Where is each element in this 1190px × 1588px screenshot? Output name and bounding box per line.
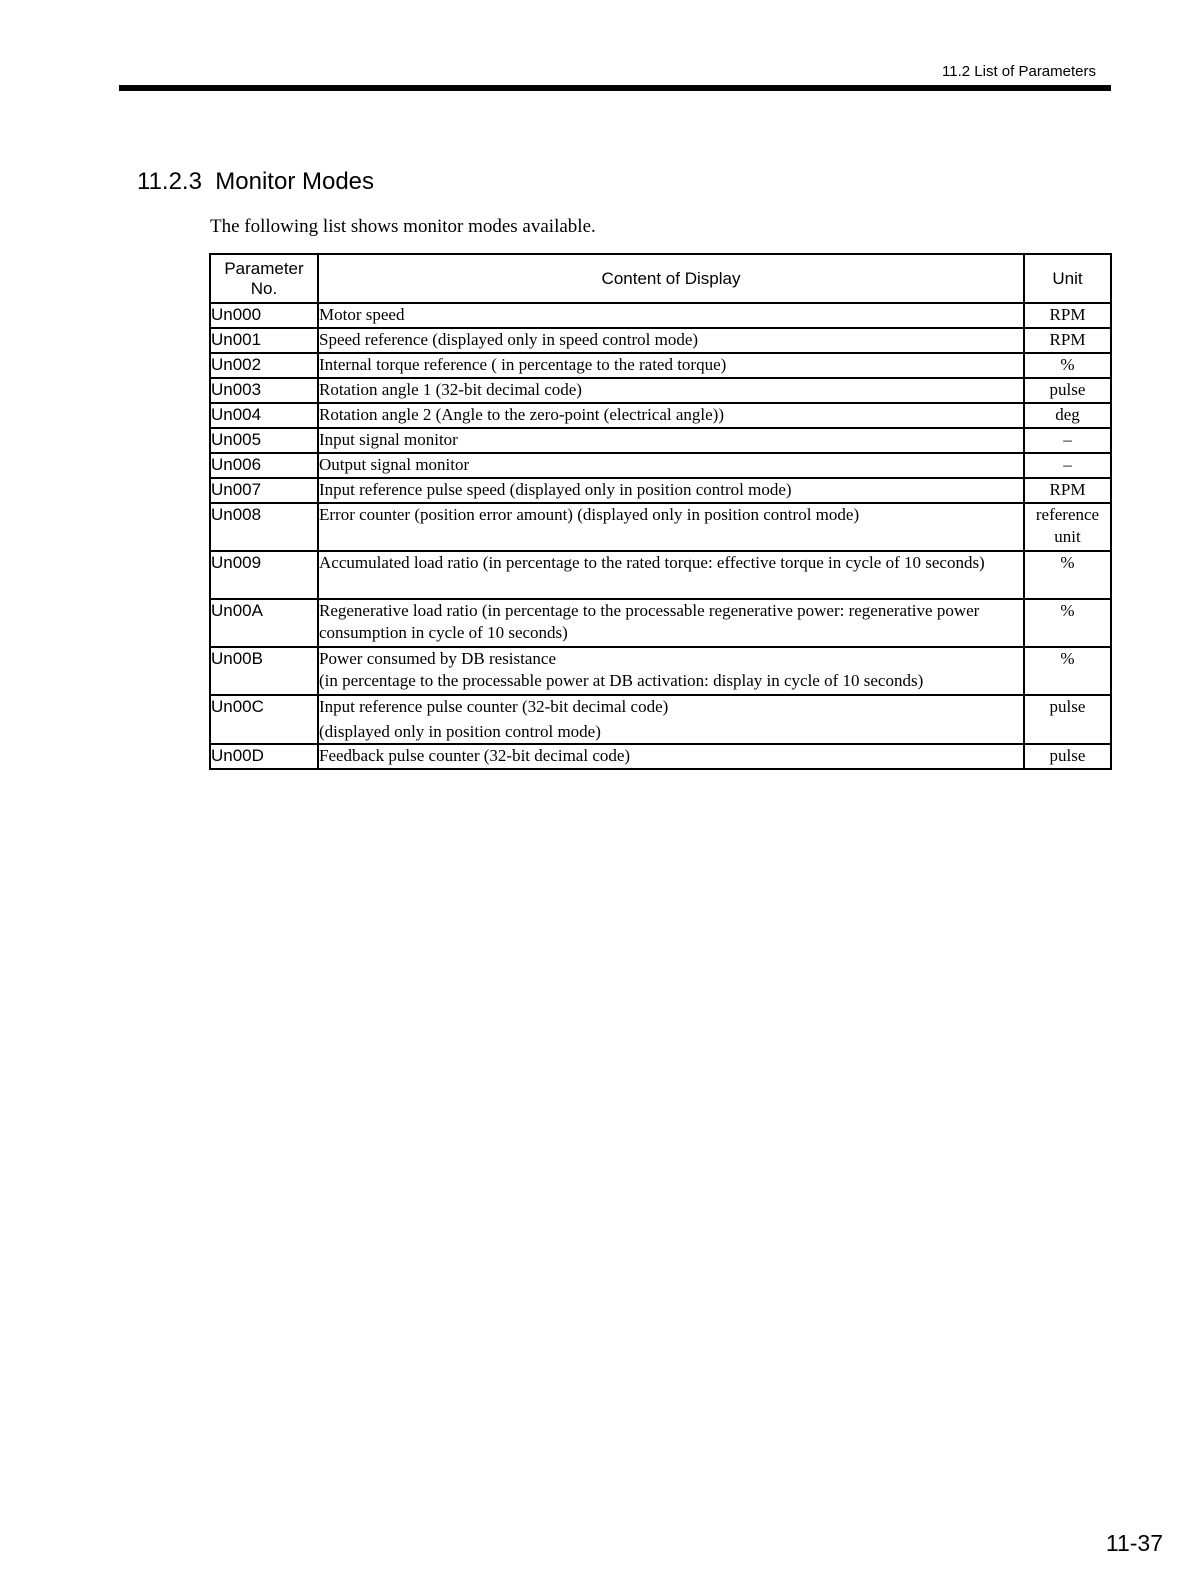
monitor-modes-table: [209, 253, 1112, 770]
unit: deg: [1024, 403, 1111, 428]
page-number: 11-37: [1105, 1530, 1163, 1556]
header-rule: [119, 85, 1111, 91]
param-no: Un003: [210, 378, 318, 403]
header-parameter-no: Parameter No.: [210, 254, 318, 303]
display-content: [318, 503, 1024, 551]
header-unit: Unit: [1024, 254, 1111, 303]
content-line: Rotation angle 2 (Angle to the zero-point (electrical angle)): [319, 405, 725, 424]
display-content: [318, 453, 1024, 478]
unit: pulse: [1024, 744, 1111, 769]
table-row: [210, 647, 1111, 695]
display-content: [318, 303, 1024, 328]
content-line: Motor speed: [319, 305, 405, 324]
param-no: Un002: [210, 353, 318, 378]
display-content: [318, 599, 1024, 647]
display-content: [318, 403, 1024, 428]
content-line: Error counter (position error amount) (displayed only in position control mode): [319, 505, 860, 524]
table-row: [210, 403, 1111, 428]
content-line: Accumulated load ratio (in percentage to the rated torque: effective torque in cycle of 10 seconds): [319, 553, 985, 572]
param-no: Un007: [210, 478, 318, 503]
content-line: (in percentage to the processable power at DB activation: display in cycle of 10 seconds): [319, 671, 924, 690]
content-line: Speed reference (displayed only in speed control mode): [319, 330, 699, 349]
display-content: [318, 353, 1024, 378]
content-line: Output signal monitor: [319, 455, 470, 474]
content-line: Feedback pulse counter (32-bit decimal code): [319, 746, 631, 765]
unit: RPM: [1024, 303, 1111, 328]
table-row: [210, 303, 1111, 328]
unit: pulse: [1024, 378, 1111, 403]
param-no: Un00D: [210, 744, 318, 769]
unit: %: [1024, 647, 1111, 695]
param-no: Un006: [210, 453, 318, 478]
section-title: 11.2.3 Monitor Modes: [137, 168, 375, 195]
param-no: Un001: [210, 328, 318, 353]
param-no: Un005: [210, 428, 318, 453]
display-content: [318, 328, 1024, 353]
display-content: [318, 428, 1024, 453]
table-header-row: [210, 254, 1111, 303]
content-line: Rotation angle 1 (32-bit decimal code): [319, 380, 582, 399]
unit: pulse: [1024, 695, 1111, 744]
unit: %: [1024, 353, 1111, 378]
display-content: [318, 378, 1024, 403]
param-no: Un00C: [210, 695, 318, 744]
table-row: [210, 328, 1111, 353]
param-no: Un004: [210, 403, 318, 428]
table-row: [210, 551, 1111, 599]
content-line: Regenerative load ratio (in percentage to the processable regenerative power: regenerative power consumption in cycle of 10 seconds): [319, 601, 980, 642]
display-content: [318, 551, 1024, 599]
param-no: Un009: [210, 551, 318, 599]
table-row: [210, 453, 1111, 478]
display-content: [318, 647, 1024, 695]
unit: –: [1024, 453, 1111, 478]
content-line: Power consumed by DB resistance: [319, 649, 557, 668]
content-line: Internal torque reference ( in percentage to the rated torque): [319, 355, 727, 374]
intro-paragraph: The following list shows monitor modes available.: [210, 216, 596, 237]
unit: RPM: [1024, 328, 1111, 353]
unit: %: [1024, 551, 1111, 599]
unit: –: [1024, 428, 1111, 453]
unit: RPM: [1024, 478, 1111, 503]
header-content-of-display: Content of Display: [318, 254, 1024, 303]
display-content: [318, 744, 1024, 769]
table-row: [210, 744, 1111, 769]
table-row: [210, 353, 1111, 378]
display-content: [318, 695, 1024, 744]
content-line: (displayed only in position control mode): [319, 722, 601, 741]
param-no: Un00B: [210, 647, 318, 695]
param-no: Un008: [210, 503, 318, 551]
table-row: [210, 695, 1111, 744]
table-row: [210, 378, 1111, 403]
content-line: Input reference pulse counter (32-bit decimal code): [319, 697, 669, 716]
unit: reference unit: [1024, 503, 1111, 551]
content-line: Input reference pulse speed (displayed only in position control mode): [319, 480, 792, 499]
table-row: [210, 428, 1111, 453]
table-row: [210, 599, 1111, 647]
content-line: Input signal monitor: [319, 430, 458, 449]
unit: %: [1024, 599, 1111, 647]
running-header: 11.2 List of Parameters: [942, 63, 1096, 80]
table-row: [210, 478, 1111, 503]
param-no: Un000: [210, 303, 318, 328]
param-no: Un00A: [210, 599, 318, 647]
display-content: [318, 478, 1024, 503]
table-row: [210, 503, 1111, 551]
